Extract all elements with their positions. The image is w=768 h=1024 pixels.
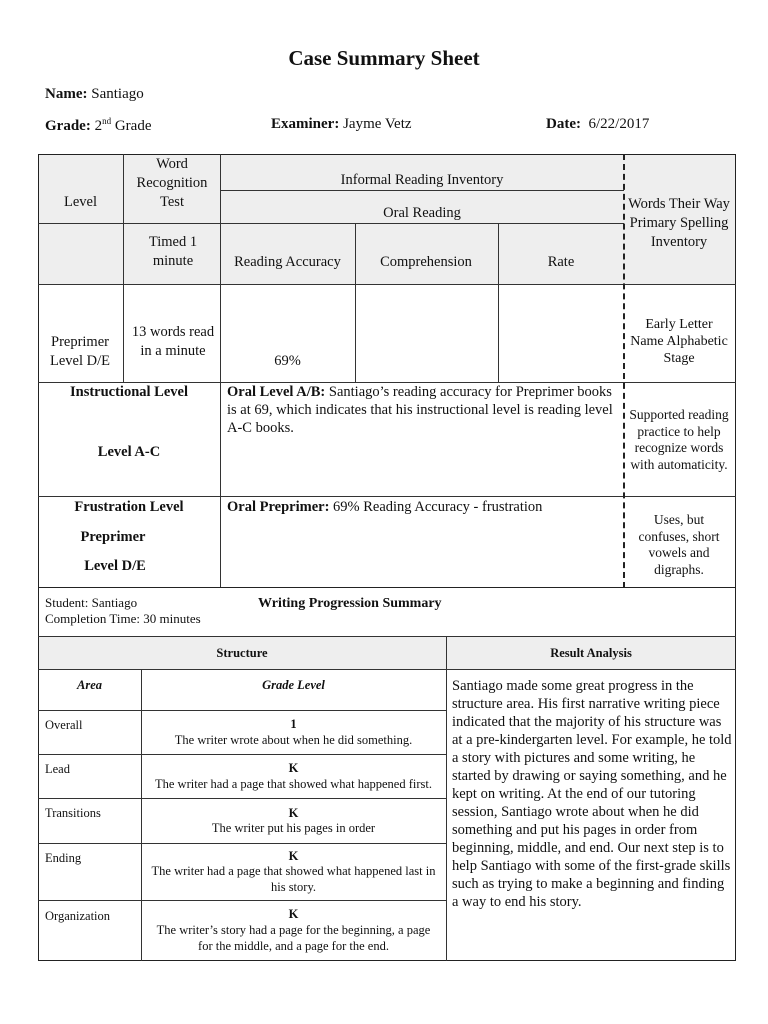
examiner-value: Jayme Vetz <box>343 116 412 132</box>
header-level: Level <box>63 193 97 210</box>
area-cell: Ending <box>45 851 82 865</box>
grade-level-description: The writer had a page that showed what happened first. <box>155 777 432 791</box>
grade-label: Grade: <box>45 118 91 134</box>
grade-level-description: The writer put his pages in order <box>211 821 376 835</box>
area-cell: Lead <box>45 762 70 776</box>
frustration-level-line3: Level D/E <box>84 557 146 574</box>
area-cell: Organization <box>45 909 111 923</box>
instructional-level-title: Instructional Level <box>69 383 188 400</box>
student-line: Student: Santiago <box>45 595 138 610</box>
date-value: 6/22/2017 <box>588 116 650 132</box>
instructional-spelling-note: Supported reading practice to help recognize words with automaticity. <box>629 407 729 472</box>
grade-level-value: K <box>288 761 299 775</box>
writing-summary-title: Writing Progression Summary <box>258 596 442 611</box>
instructional-level-value: Level A-C <box>97 443 161 460</box>
instructional-note <box>227 383 619 437</box>
area-header: Area <box>77 678 102 692</box>
name-value: Santiago <box>91 86 144 102</box>
examiner-label: Examiner: <box>271 116 340 132</box>
result-analysis-text: Santiago made some great progress in the structure area. His first narrative writing piece indicated that the majority of his structure was at a pre-kindergarten level. For example, he told a story with pictures and some writing, he started by drawing or saying something, and he kept on writing. At the end of our tutoring session, Santiago wrote about when he did something and put his pages in order from beginning, middle, and end. Our next step is to help Santiago with some of the first-grade skills such as trying to make a beginning and finding a way to end his story. <box>452 678 732 910</box>
header-word-recognition: Word Recognition Test <box>136 155 208 210</box>
row-rate <box>499 290 623 378</box>
frustration-note <box>227 498 619 516</box>
area-cell: Transitions <box>45 806 101 820</box>
instructional-note-label: Oral Level A/B: <box>227 384 326 400</box>
frustration-note-text: 69% Reading Accuracy - frustration <box>329 499 543 515</box>
grade-level-description: The writer’s story had a page for the beginning, a page for the middle, and a page for the end. <box>156 923 431 953</box>
header-comprehension: Comprehension <box>380 253 472 270</box>
header-oral-reading: Oral Reading <box>383 204 461 221</box>
header-timed: Timed 1 minute <box>148 234 198 269</box>
row-comprehension <box>356 290 496 378</box>
date-label: Date: <box>546 116 581 132</box>
date-line <box>546 116 649 133</box>
grade-number: 2 <box>94 118 103 134</box>
grade-word: Grade <box>114 118 152 134</box>
grade-level-header: Grade Level <box>262 678 325 692</box>
grade-level-description: The writer wrote about when he did something. <box>174 733 413 747</box>
row-spelling-stage: Early Letter Name Alphabetic Stage <box>630 316 728 366</box>
grade-level-value: K <box>288 849 299 863</box>
name-label: Name: <box>45 86 88 102</box>
instructional-note-text: Santiago’s reading accuracy for Preprimer books is at 69, which indicates that his instructional level is reading level A-C books. <box>227 384 613 436</box>
grade-level-value: K <box>288 907 299 921</box>
completion-time-line: Completion Time: 30 minutes <box>45 611 201 626</box>
row-reading-accuracy: 69% <box>274 352 301 369</box>
frustration-level-line2: Preprimer <box>80 528 146 545</box>
grade-suffix: nd <box>102 116 112 126</box>
row-words-per-minute: 13 words read in a minute <box>131 324 215 359</box>
frustration-level-title: Frustration Level <box>74 498 184 515</box>
header-informal-reading-inventory: Informal Reading Inventory <box>340 171 504 188</box>
header-reading-accuracy: Reading Accuracy <box>234 253 341 270</box>
frustration-note-label: Oral Preprimer: <box>227 499 330 515</box>
frustration-spelling-note: Uses, but confuses, short vowels and digraphs. <box>638 512 720 577</box>
student-name-line <box>45 86 144 103</box>
grade-line <box>45 116 151 135</box>
area-cell: Overall <box>45 718 83 732</box>
page-title: Case Summary Sheet <box>288 46 480 70</box>
header-rate: Rate <box>547 253 575 270</box>
examiner-line <box>271 116 412 133</box>
grade-level-description: The writer had a page that showed what happened last in his story. <box>151 864 436 894</box>
grade-level-value: K <box>288 806 299 820</box>
row-level-value: Preprimer Level D/E <box>50 334 110 369</box>
header-words-their-way: Words Their Way Primary Spelling Inventory <box>628 195 730 250</box>
result-analysis-header: Result Analysis <box>550 646 632 660</box>
grade-level-value: 1 <box>290 717 297 731</box>
structure-header: Structure <box>216 646 268 660</box>
